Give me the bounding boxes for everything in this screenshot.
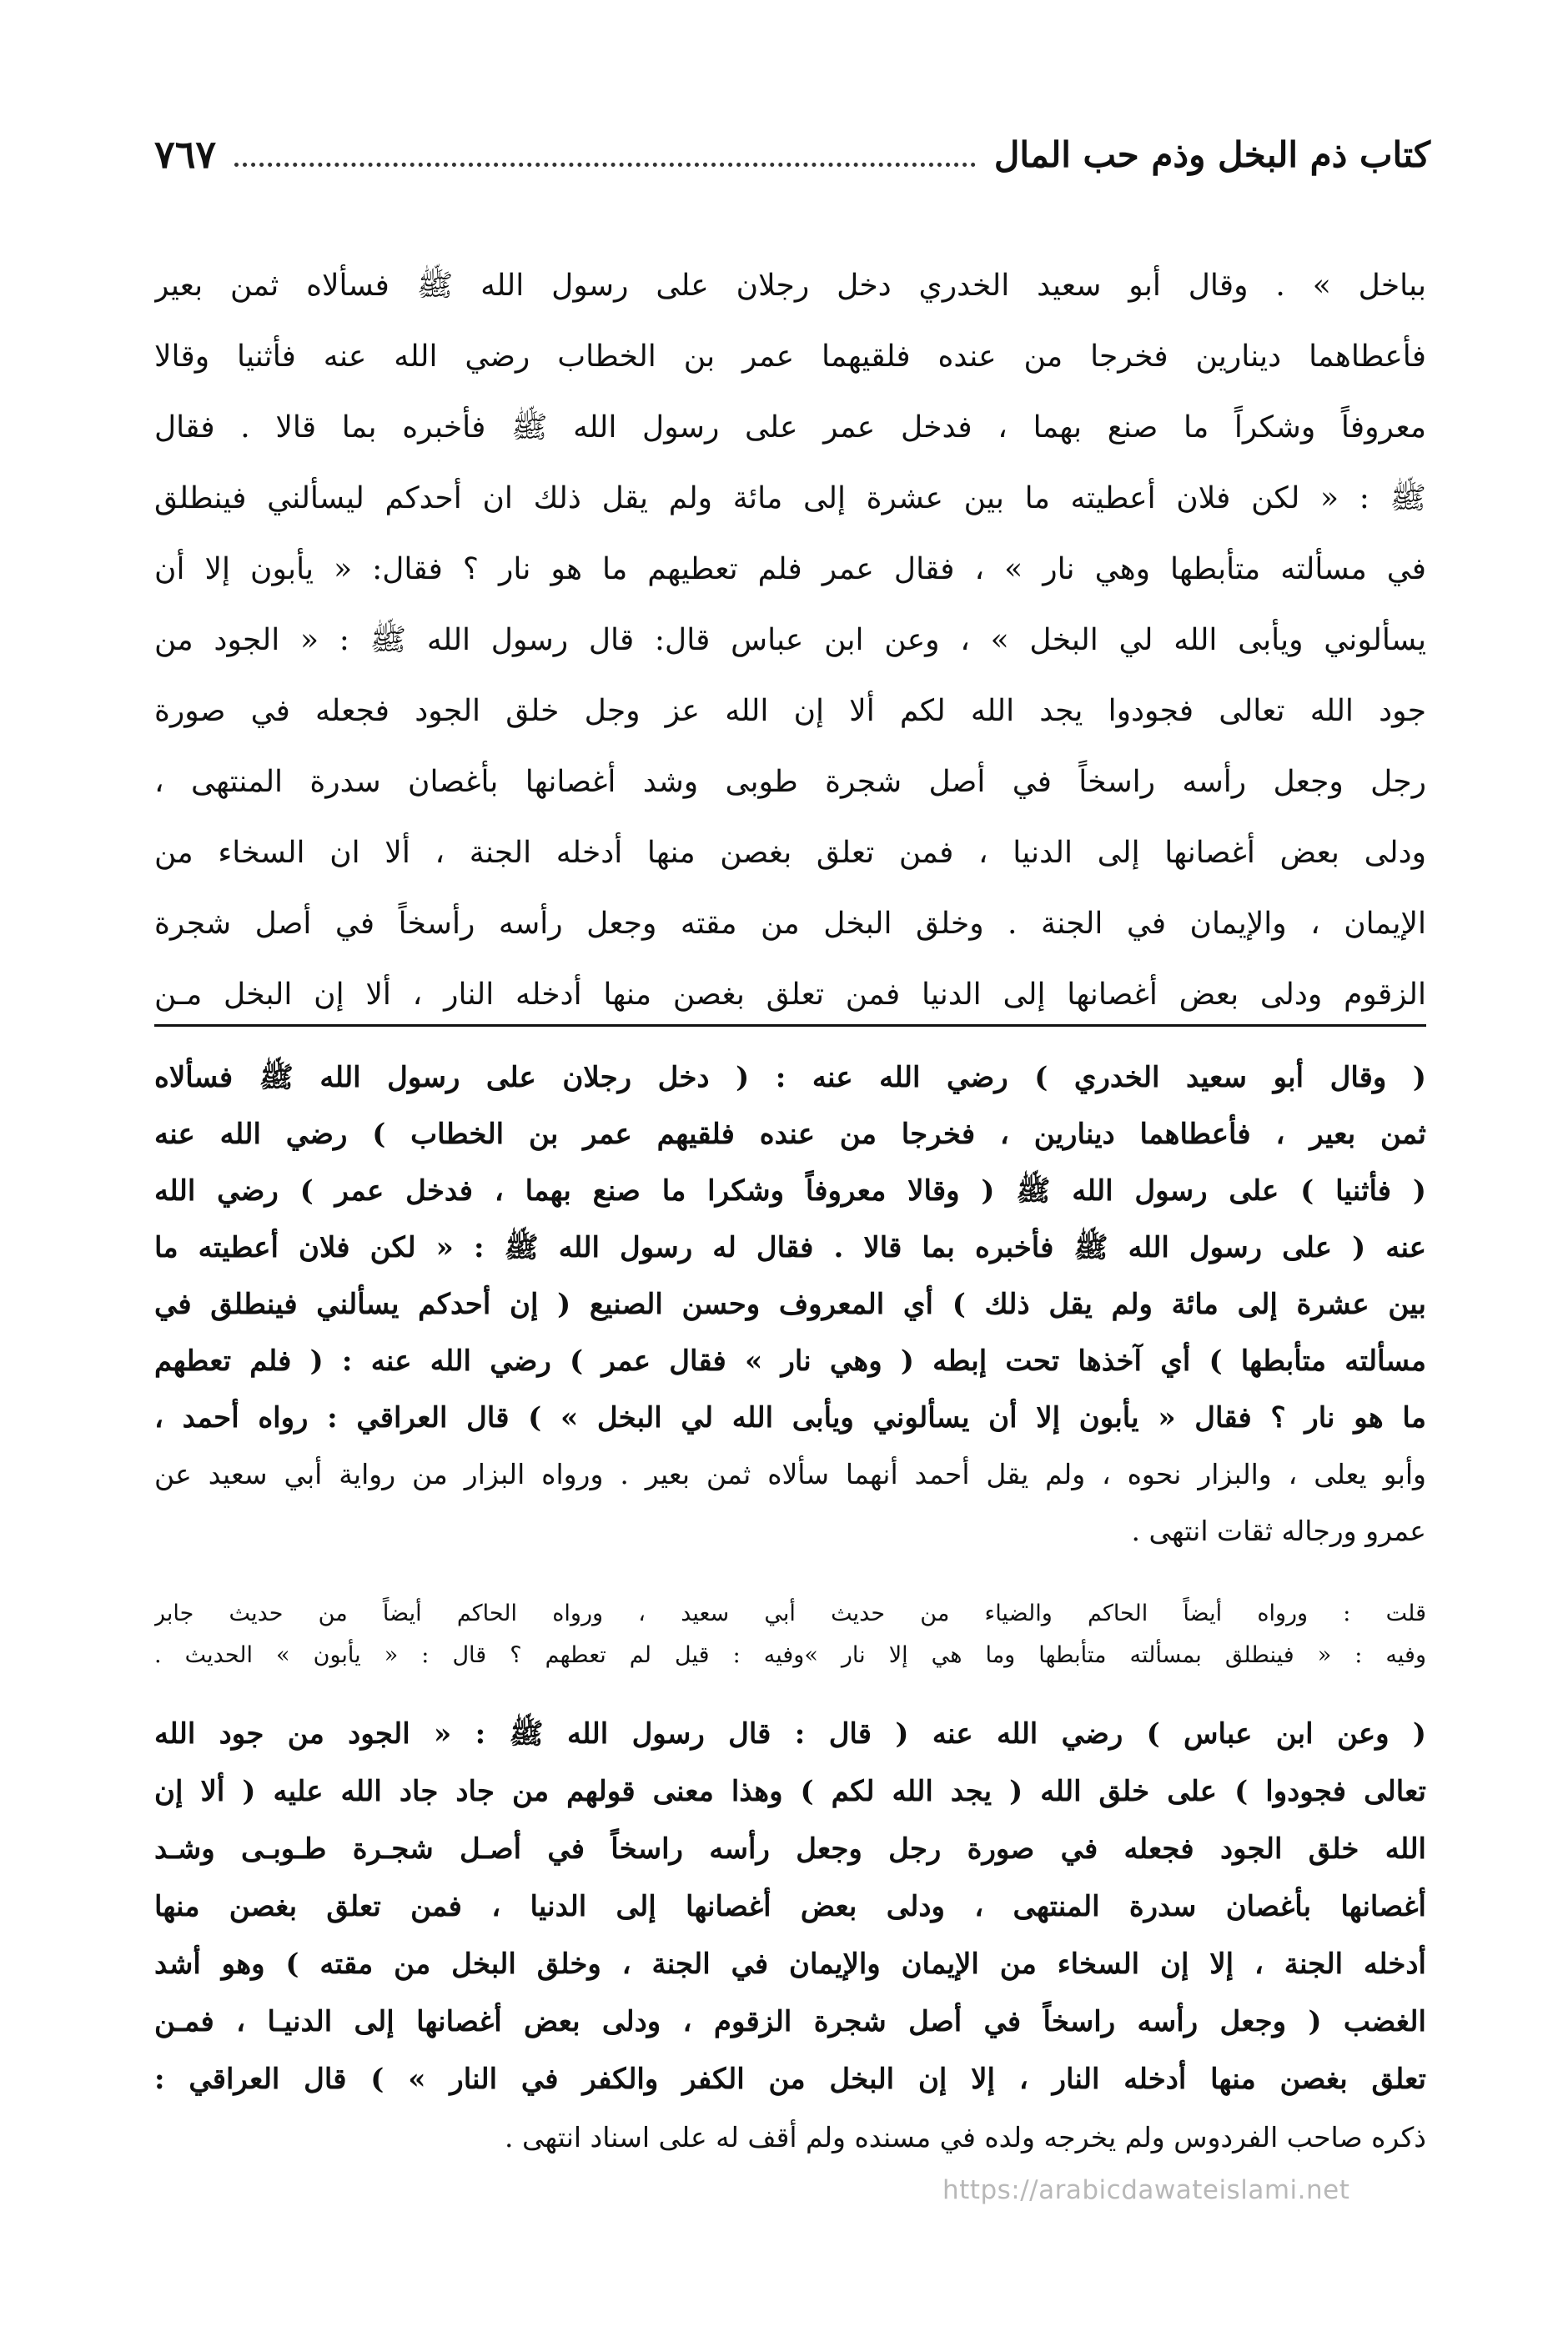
main-text-line: الإيمان ، والإيمان في الجنة . وخلق البخل من مقته وجعل رأسه رأسخاً في أصل شجرة xyxy=(154,907,1426,941)
header-dot-leader xyxy=(234,143,976,167)
commentary-line: أغصانها بأغصان سدرة المنتهى ، ودلى بعض أغصانها إلى الدنيا ، فمن تعلق بغصن منها xyxy=(154,1890,1426,1923)
commentary-line: ذكره صاحب الفردوس ولم يخرجه ولده في مسنده ولم أقف له على اسناد انتهى . xyxy=(505,2121,1426,2154)
main-text-line: فأعطاهما دينارين فخرجا من عنده فلقيهما عمر بن الخطاب رضي الله عنه فأثنيا وقالا xyxy=(154,339,1426,374)
commentary-line: ( وقال أبو سعيد الخدري ) رضي الله عنه : ( دخل رجلان على رسول الله ﷺ فسألاه xyxy=(154,1061,1426,1094)
chapter-title: كتاب ذم البخل وذم حب المال xyxy=(993,133,1430,175)
note-line: وفيه : « فينطلق بمسألته متأبطها وما هي إلا نار »وفيه : قيل لم تعطهم ؟ قال : « يأبون » الحديث . xyxy=(154,1642,1426,1668)
commentary-line: أدخله الجنة ، إلا إن السخاء من الإيمان والإيمان في الجنة ، وخلق البخل من مقته ) وهو أشد xyxy=(154,1948,1426,1981)
page-number: ٧٦٧ xyxy=(154,132,217,177)
commentary-line: تعالى فجودوا ) على خلق الله ( يجد الله لكم ) وهذا معنى قولهم من جاد جاد الله عليه ( ألا إن xyxy=(154,1775,1426,1808)
main-text-line: الزقوم ودلى بعض أغصانها إلى الدنيا فمن تعلق بغصن منها أدخله النار ، ألا إن البخل مـن xyxy=(154,978,1426,1012)
commentary-line: ثمن بعير ، فأعطاهما دينارين ، فخرجا من عنده فلقيهم عمر بن الخطاب ) رضي الله عنه xyxy=(154,1118,1426,1151)
note-line: قلت : ورواه أيضاً الحاكم والضياء من حديث أبي سعيد ، ورواه الحاكم أيضاً من حديث جابر xyxy=(154,1601,1426,1626)
commentary-line: وأبو يعلى ، والبزار نحوه ، ولم يقل أحمد أنهما سألاه ثمن بعير . ورواه البزار من رواية أبي سعيد عن xyxy=(154,1458,1426,1490)
note xyxy=(154,1593,1426,1676)
commentary xyxy=(154,1049,1426,1560)
commentary-line: عنه ( على رسول الله ﷺ فأخبره بما قالا . فقال له رسول الله ﷺ : « لكن فلان أعطيته ما xyxy=(154,1231,1426,1264)
main-text-line: ودلى بعض أغصانها إلى الدنيا ، فمن تعلق بغصن منها أدخله الجنة ، ألا ان السخاء من xyxy=(154,836,1426,870)
running-header xyxy=(154,125,1430,183)
commentary-line: بين عشرة إلى مائة ولم يقل ذلك ) أي المعروف وحسن الصنيع ( إن أحدكم يسألني فينطلق في xyxy=(154,1288,1426,1321)
main-text-line: في مسألته متأبطها وهي نار » ، فقال عمر فلم تعطيهم ما هو نار ؟ فقال: « يأبون إلا أن xyxy=(154,552,1426,586)
commentary-line: الله خلق الجود فجعله في صورة رجل وجعل رأسه راسخاً في أصـل شجـرة طـوبـى وشـد xyxy=(154,1832,1426,1866)
main-text-line: معروفاً وشكراً ما صنع بهما ، فدخل عمر على رسول الله ﷺ فأخبره بما قالا . فقال xyxy=(154,410,1426,445)
main-text-line: يسألوني ويأبى الله لي البخل » ، وعن ابن عباس قال: قال رسول الله ﷺ : « الجود من xyxy=(154,623,1426,657)
section-divider xyxy=(154,1024,1426,1027)
commentary-line: الغضب ( وجعل رأسه راسخاً في أصل شجرة الزقوم ، ودلى بعض أغصانها إلى الدنيـا ، فمـن xyxy=(154,2005,1426,2038)
commentary-second xyxy=(154,1706,1426,2166)
main-text-line: بباخل » . وقال أبو سعيد الخدري دخل رجلان على رسول الله ﷺ فسألاه ثمن بعير xyxy=(154,269,1426,303)
main-text xyxy=(154,250,1426,1030)
commentary-line: ( فأثنيا ) على رسول الله ﷺ ( وقالا معروفاً وشكرا ما صنع بهما ، فدخل عمر ) رضي الله xyxy=(154,1174,1426,1208)
commentary-line: ما هو نار ؟ فقال « يأبون إلا أن يسألوني ويأبى الله لي البخل » ) قال العراقي : رواه أحمد ، xyxy=(154,1401,1426,1435)
main-text-line: ﷺ : « لكن فلان أعطيته ما بين عشرة إلى مائة ولم يقل ذلك ان أحدكم ليسألني فينطلق xyxy=(154,481,1426,515)
commentary-line: مسألته متأبطها ) أي آخذها تحت إبطه ( وهي نار » فقال عمر ) رضي الله عنه : ( فلم تعطهم xyxy=(154,1344,1426,1378)
main-text-line: جود الله تعالى فجودوا يجد الله لكم ألا إن الله عز وجل خلق الجود فجعله في صورة xyxy=(154,694,1426,728)
commentary-line: عمرو ورجاله ثقات انتهى . xyxy=(1131,1515,1426,1547)
commentary-line: تعلق بغصن منها أدخله النار ، إلا إن البخل من الكفر والكفر في النار » ) قال العراقي : xyxy=(154,2063,1426,2096)
watermark-url: https://arabicdawateislami.net xyxy=(942,2175,1350,2205)
commentary-line: ( وعن ابن عباس ) رضي الله عنه ( قال : قال رسول الله ﷺ : « الجود من جود الله xyxy=(154,1717,1426,1751)
main-text-line: رجل وجعل رأسه راسخاً في أصل شجرة طوبى وشد أغصانها بأغصان سدرة المنتهى ، xyxy=(154,765,1426,799)
